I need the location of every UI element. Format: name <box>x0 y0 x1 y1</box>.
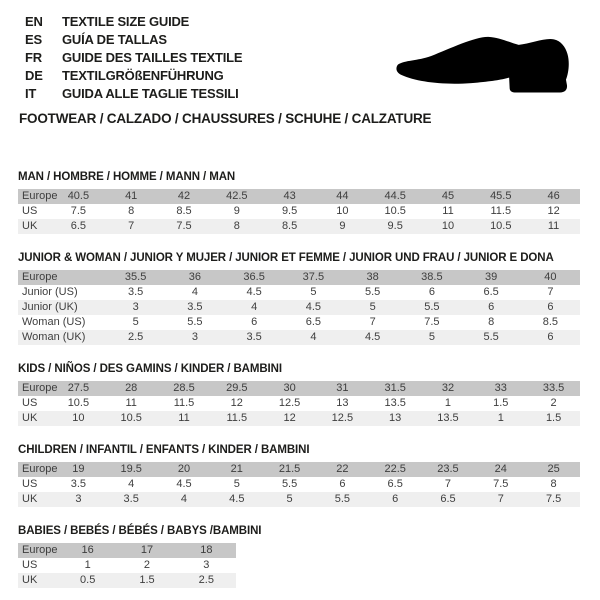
size-cell: 10 <box>441 220 455 232</box>
row-label: US <box>22 478 38 490</box>
size-cell: 11 <box>442 205 454 217</box>
size-cell: 7.5 <box>70 205 87 217</box>
size-cell: 9.5 <box>281 205 298 217</box>
size-cell: 19 <box>72 463 85 475</box>
size-cell: 35.5 <box>124 271 147 283</box>
table-row <box>18 219 580 234</box>
size-cell: 37.5 <box>302 271 325 283</box>
size-cell: 5.5 <box>424 301 440 313</box>
row-label: Woman (UK) <box>22 331 86 343</box>
size-cell: 22 <box>336 463 349 475</box>
size-cell: 13.5 <box>437 412 459 424</box>
size-cell: 8 <box>128 205 135 217</box>
language-row <box>25 13 242 31</box>
size-cell: 4.5 <box>364 331 381 343</box>
size-cell: 11 <box>125 397 137 409</box>
size-cell: 6.5 <box>440 493 456 505</box>
language-code: IT <box>25 86 37 101</box>
size-cell: 32 <box>441 382 455 394</box>
size-cell: 21 <box>230 463 243 475</box>
row-label: Europe <box>22 463 58 475</box>
size-cell: 12 <box>283 412 296 424</box>
table-row <box>18 315 580 330</box>
size-cell: 13 <box>336 397 349 409</box>
table-row <box>18 381 580 396</box>
size-table-title: KIDS / NIÑOS / DES GAMINS / KINDER / BAMBINI <box>18 363 282 375</box>
size-cell: 28 <box>125 382 138 394</box>
size-cell: 33 <box>494 382 507 394</box>
language-code: EN <box>25 14 43 29</box>
size-cell: 40.5 <box>67 190 90 202</box>
table-body <box>18 381 580 426</box>
table-row <box>18 492 580 507</box>
size-cell: 3.5 <box>246 331 262 343</box>
size-cell: 12 <box>547 205 560 217</box>
language-title: TEXTILE SIZE GUIDE <box>62 14 190 29</box>
size-cell: 36.5 <box>243 271 265 283</box>
size-cell: 6.5 <box>305 316 322 328</box>
size-cell: 7.5 <box>545 493 562 505</box>
size-cell: 8.5 <box>176 205 192 217</box>
size-cell: 27.5 <box>67 382 90 394</box>
size-table <box>18 270 580 345</box>
language-title: GUIDA ALLE TAGLIE TESSILI <box>62 86 239 101</box>
size-cell: 13.5 <box>384 397 406 409</box>
row-label: Woman (US) <box>22 316 86 328</box>
size-cell: 8.5 <box>542 316 559 328</box>
size-cell: 10.5 <box>120 412 142 424</box>
row-label: Junior (UK) <box>22 301 78 313</box>
size-cell: 1 <box>84 559 91 571</box>
size-cell: 12.5 <box>331 412 354 424</box>
size-cell: 3.5 <box>123 493 139 505</box>
size-cell: 8.5 <box>281 220 298 232</box>
size-cell: 11 <box>547 220 560 232</box>
size-cell: 7 <box>369 316 376 328</box>
size-cell: 3 <box>132 301 139 313</box>
size-cell: 1.5 <box>545 412 562 424</box>
size-cell: 22.5 <box>384 463 406 475</box>
size-cell: 46 <box>547 190 560 202</box>
size-cell: 6 <box>339 478 346 490</box>
size-cell: 5.5 <box>364 286 381 298</box>
size-cell: 3.5 <box>187 301 203 313</box>
table-row <box>18 285 580 300</box>
size-cell: 5 <box>233 478 240 490</box>
size-cell: 43 <box>283 190 296 202</box>
table-row <box>18 462 580 477</box>
size-cell: 30 <box>283 382 296 394</box>
size-cell: 38.5 <box>421 271 443 283</box>
size-cell: 18 <box>200 544 213 556</box>
size-cell: 3 <box>203 559 210 571</box>
size-cell: 2.5 <box>198 574 214 586</box>
size-cell: 4 <box>310 331 317 343</box>
size-cell: 19.5 <box>120 463 142 475</box>
size-cell: 7.5 <box>424 316 440 328</box>
language-row <box>25 31 242 49</box>
size-cell: 12 <box>230 397 243 409</box>
size-cell: 3.5 <box>70 478 87 490</box>
size-cell: 10.5 <box>490 220 512 232</box>
size-cell: 9 <box>233 205 240 217</box>
size-cell: 6.5 <box>70 220 87 232</box>
size-cell: 31.5 <box>384 382 406 394</box>
size-table-section <box>18 524 580 588</box>
size-cell: 6 <box>251 316 258 328</box>
size-cell: 4 <box>180 493 188 505</box>
size-cell: 13 <box>389 412 402 424</box>
size-table <box>18 381 580 426</box>
size-cell: 6.5 <box>387 478 403 490</box>
size-cell: 40 <box>544 271 557 283</box>
size-cell: 6 <box>392 493 399 505</box>
size-cell: 4.5 <box>229 493 245 505</box>
size-table <box>18 189 580 234</box>
table-body <box>18 189 580 234</box>
size-cell: 6 <box>547 301 554 313</box>
row-label: US <box>22 205 38 217</box>
size-cell: 4.5 <box>246 286 262 298</box>
size-cell: 38 <box>366 271 379 283</box>
size-table-section <box>18 443 580 507</box>
size-cell: 45.5 <box>490 190 512 202</box>
size-cell: 3 <box>191 331 198 343</box>
table-row <box>18 270 580 285</box>
size-cell: 7 <box>497 493 504 505</box>
language-title: GUÍA DE TALLAS <box>62 32 167 47</box>
dress-shoe-silhouette <box>395 36 573 93</box>
size-cell: 25 <box>547 463 560 475</box>
size-cell: 10 <box>336 205 349 217</box>
size-cell: 20 <box>177 463 191 475</box>
row-label: UK <box>22 574 38 586</box>
language-list <box>25 13 242 103</box>
size-cell: 6 <box>547 331 554 343</box>
size-cell: 2 <box>550 397 557 409</box>
language-title: GUIDE DES TAILLES TEXTILE <box>62 50 243 65</box>
size-cell: 7.5 <box>493 478 509 490</box>
size-cell: 4 <box>128 478 135 490</box>
size-cell: 45 <box>441 190 455 202</box>
size-cell: 9.5 <box>387 220 403 232</box>
table-row <box>18 411 580 426</box>
size-cell: 21.5 <box>278 463 301 475</box>
table-body <box>18 462 580 507</box>
row-label: UK <box>22 412 38 424</box>
table-row <box>18 204 580 219</box>
size-cell: 33.5 <box>542 382 565 394</box>
size-table <box>18 462 580 507</box>
language-row <box>25 49 242 67</box>
language-code: DE <box>25 68 43 83</box>
table-row <box>18 300 580 315</box>
size-cell: 4.5 <box>176 478 192 490</box>
size-cell: 41 <box>125 190 138 202</box>
table-row <box>18 189 580 204</box>
table-row <box>18 396 580 411</box>
size-cell: 16 <box>81 544 94 556</box>
size-cell: 7.5 <box>176 220 192 232</box>
row-label: Europe <box>22 190 58 202</box>
size-cell: 7 <box>128 220 135 232</box>
size-cell: 10.5 <box>384 205 406 217</box>
size-cell: 5.5 <box>334 493 351 505</box>
size-cell: 5 <box>286 493 293 505</box>
size-cell: 3.5 <box>127 286 144 298</box>
table-body <box>18 270 580 345</box>
row-label: UK <box>22 493 38 505</box>
size-cell: 44.5 <box>384 190 406 202</box>
size-cell: 29.5 <box>226 382 248 394</box>
size-table-title: MAN / HOMBRE / HOMME / MANN / MAN <box>18 171 236 183</box>
size-cell: 7 <box>444 478 452 490</box>
size-cell: 8 <box>550 478 557 490</box>
size-cell: 11.5 <box>226 412 248 424</box>
language-code: FR <box>25 50 42 65</box>
row-label: Junior (US) <box>22 286 78 298</box>
size-cell: 44 <box>336 190 349 202</box>
size-table-section <box>18 251 580 345</box>
size-cell: 31 <box>336 382 349 394</box>
row-label: Europe <box>22 544 58 556</box>
size-table-title: BABIES / BEBÉS / BÉBÉS / BABYS /BAMBINI <box>18 525 262 537</box>
table-body <box>18 543 236 588</box>
size-cell: 39 <box>485 271 498 283</box>
size-cell: 1 <box>444 397 452 409</box>
size-cell: 6 <box>428 286 435 298</box>
size-cell: 5 <box>132 316 139 328</box>
size-cell: 1 <box>497 412 504 424</box>
size-tables <box>18 163 580 588</box>
size-cell: 17 <box>140 544 154 556</box>
size-cell: 4 <box>251 301 258 313</box>
size-cell: 5.5 <box>483 331 499 343</box>
size-cell: 1.5 <box>139 574 155 586</box>
size-cell: 42.5 <box>226 190 248 202</box>
row-label: US <box>22 559 38 571</box>
size-table-section <box>18 170 580 234</box>
size-cell: 2.5 <box>127 331 144 343</box>
size-table-section <box>18 362 580 426</box>
language-code: ES <box>25 32 42 47</box>
size-cell: 42 <box>177 190 191 202</box>
size-cell: 5.5 <box>187 316 203 328</box>
size-cell: 5.5 <box>281 478 298 490</box>
size-cell: 28.5 <box>173 382 195 394</box>
size-cell: 8 <box>233 220 240 232</box>
size-cell: 5 <box>428 331 435 343</box>
size-cell: 1.5 <box>493 397 509 409</box>
row-label: Europe <box>22 271 58 283</box>
size-cell: 10 <box>72 412 85 424</box>
table-row <box>18 573 236 588</box>
row-label: Europe <box>22 382 58 394</box>
size-cell: 6 <box>488 301 495 313</box>
size-cell: 5 <box>310 286 317 298</box>
row-label: US <box>22 397 38 409</box>
size-cell: 4.5 <box>305 301 322 313</box>
size-cell: 10.5 <box>67 397 90 409</box>
size-cell: 4 <box>191 286 198 298</box>
row-label: UK <box>22 220 38 232</box>
table-row <box>18 558 236 573</box>
category-line: FOOTWEAR / CALZADO / CHAUSSURES / SCHUHE / CALZATURE <box>19 111 432 126</box>
size-table-title: CHILDREN / INFANTIL / ENFANTS / KINDER / BAMBINI <box>18 444 310 456</box>
size-cell: 12.5 <box>278 397 301 409</box>
language-row <box>25 67 242 85</box>
size-table <box>18 543 236 588</box>
table-row <box>18 477 580 492</box>
size-cell: 5 <box>369 301 376 313</box>
size-cell: 11.5 <box>173 397 195 409</box>
size-cell: 0.5 <box>80 574 96 586</box>
dress-shoe-icon <box>395 36 573 93</box>
language-title: TEXTILGRÖßENFÜHRUNG <box>62 68 224 83</box>
size-cell: 36 <box>188 271 201 283</box>
language-row <box>25 85 242 103</box>
size-cell: 11.5 <box>490 205 512 217</box>
size-cell: 2 <box>143 559 151 571</box>
size-cell: 7 <box>547 286 554 298</box>
size-cell: 23.5 <box>437 463 459 475</box>
table-row <box>18 543 236 558</box>
size-cell: 6.5 <box>483 286 499 298</box>
size-cell: 9 <box>339 220 346 232</box>
size-cell: 11 <box>178 412 190 424</box>
size-table-title: JUNIOR & WOMAN / JUNIOR Y MUJER / JUNIOR ET FEMME / JUNIOR UND FRAU / JUNIOR E DONA <box>18 252 554 264</box>
size-cell: 24 <box>494 463 507 475</box>
table-row <box>18 330 580 345</box>
size-cell: 8 <box>488 316 495 328</box>
size-cell: 3 <box>75 493 82 505</box>
